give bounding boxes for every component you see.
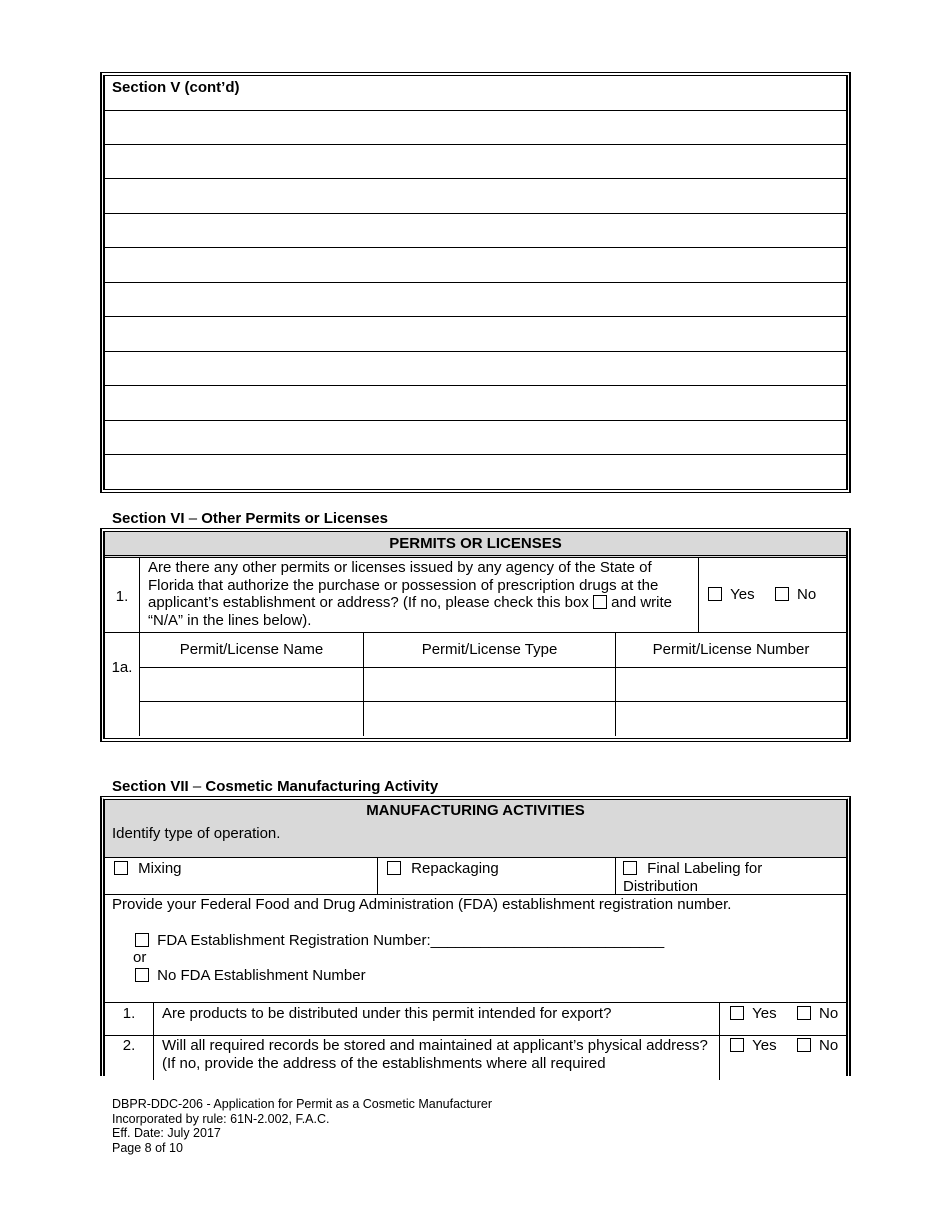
records-no-checkbox[interactable]: [797, 1038, 811, 1052]
export-q-answers: [730, 1005, 838, 1022]
repackaging-checkbox[interactable]: [387, 861, 401, 875]
permits-q1-no-checkbox[interactable]: [775, 587, 789, 601]
col-permit-name: Permit/License Name: [179, 641, 324, 658]
permit-name-input[interactable]: [140, 668, 363, 701]
op-mixing[interactable]: [114, 860, 182, 877]
section-v-line[interactable]: [105, 317, 846, 352]
identify-label: Identify type of operation.: [112, 825, 281, 842]
fda-section: [105, 895, 846, 1003]
section-v-line[interactable]: [105, 111, 846, 145]
records-question-row: [105, 1036, 846, 1080]
export-yes-checkbox[interactable]: [730, 1006, 744, 1020]
permits-list: [105, 633, 846, 736]
records-yes-label: Yes: [752, 1037, 777, 1054]
permit-type-input[interactable]: [364, 668, 615, 701]
operations-row: [105, 858, 846, 895]
section-vii-heading-text: Cosmetic Manufacturing Activity: [205, 778, 439, 795]
footer-page-number: Page 8 of 10: [112, 1140, 183, 1155]
permits-q1-row: [105, 558, 846, 633]
op-repackaging[interactable]: [387, 860, 499, 877]
identify-row: [105, 822, 846, 858]
fda-reg-option[interactable]: [135, 932, 664, 949]
permit-type-input[interactable]: [364, 702, 615, 736]
records-q-number: 2.: [122, 1037, 136, 1054]
permits-q1-yes-checkbox[interactable]: [708, 587, 722, 601]
no-fda-checkbox[interactable]: [135, 968, 149, 982]
manufacturing-table: [100, 796, 851, 1076]
fda-prompt: Provide your Federal Food and Drug Administration (FDA) establishment registration number.: [112, 896, 732, 913]
section-vi-heading-label: Section VI: [112, 510, 185, 527]
section-vi-heading: [112, 510, 388, 527]
footer: [112, 1097, 492, 1155]
section-vii-heading-label: Section VII: [112, 778, 189, 795]
final-labeling-checkbox[interactable]: [623, 861, 637, 875]
section-v-title: Section V (cont’d): [112, 79, 240, 96]
section-v-line[interactable]: [105, 214, 846, 248]
section-v-line[interactable]: [105, 421, 846, 455]
permits-table: [100, 528, 851, 742]
permits-q1-question: [148, 559, 683, 629]
records-yes-checkbox[interactable]: [730, 1038, 744, 1052]
section-vii-heading-dash: –: [188, 778, 206, 795]
col-permit-number: Permit/License Number: [652, 641, 810, 658]
fda-reg-label: FDA Establishment Registration Number:____________________________: [157, 932, 665, 949]
section-v-line[interactable]: [105, 145, 846, 179]
na-checkbox[interactable]: [593, 595, 607, 609]
export-no-label: No: [819, 1005, 839, 1022]
permits-table-title: PERMITS OR LICENSES: [105, 532, 846, 558]
section-v-title-row: [105, 76, 846, 111]
export-question-row: [105, 1003, 846, 1036]
records-no-label: No: [819, 1037, 839, 1054]
section-v-line[interactable]: [105, 179, 846, 214]
col-permit-type: Permit/License Type: [421, 641, 558, 658]
footer-form-title: DBPR-DDC-206 - Application for Permit as a Cosmetic Manufacturer: [112, 1097, 492, 1111]
permits-q1-number: 1.: [115, 588, 129, 605]
section-v-line[interactable]: [105, 386, 846, 421]
permit-number-input[interactable]: [616, 668, 846, 701]
repackaging-label: Repackaging: [411, 860, 499, 877]
permit-number-input[interactable]: [616, 702, 846, 736]
permits-q1-text: Are there any other permits or licenses issued by any agency of the State of Florida that authorize the purchase or possession of prescription drugs at the applicant’s establishment or address? (If no, please check this box: [148, 559, 659, 611]
footer-rule: Incorporated by rule: 61N-2.002, F.A.C.: [112, 1111, 330, 1126]
permits-1a-number: 1a.: [111, 659, 133, 676]
footer-eff-date: Eff. Date: July 2017: [112, 1126, 221, 1140]
export-yes-label: Yes: [752, 1005, 777, 1022]
section-vi-heading-text: Other Permits or Licenses: [201, 510, 388, 527]
or-label: or: [133, 949, 147, 966]
section-v-line[interactable]: [105, 352, 846, 386]
no-fda-label: No FDA Establishment Number: [157, 967, 366, 984]
section-v-line[interactable]: [105, 455, 846, 489]
section-vi-heading-dash: –: [184, 510, 202, 527]
export-q-text: Are products to be distributed under this permit intended for export?: [162, 1005, 612, 1022]
section-v-line[interactable]: [105, 248, 846, 283]
permit-name-input[interactable]: [140, 702, 363, 736]
op-final-labeling[interactable]: [623, 860, 838, 896]
section-v-box: [100, 72, 851, 493]
export-q-number: 1.: [122, 1005, 136, 1022]
permits-q1-text-end: and write “N/A” in the lines below).: [148, 594, 673, 629]
records-q-answers: [730, 1037, 838, 1054]
permits-q1-answers: [708, 586, 816, 603]
records-q-text: Will all required records be stored and maintained at applicant’s physical address? (If no, provide the address of the establishments where all required: [162, 1037, 708, 1072]
final-labeling-label: Final Labeling for Distribution: [623, 860, 763, 895]
no-fda-option[interactable]: [135, 967, 366, 984]
mixing-checkbox[interactable]: [114, 861, 128, 875]
section-v-line[interactable]: [105, 283, 846, 317]
permits-q1-yes-label: Yes: [730, 586, 755, 603]
manufacturing-table-title: MANUFACTURING ACTIVITIES: [105, 800, 846, 822]
export-no-checkbox[interactable]: [797, 1006, 811, 1020]
mixing-label: Mixing: [138, 860, 182, 877]
permits-q1-no-label: No: [797, 586, 817, 603]
section-vii-heading: [112, 778, 438, 795]
fda-reg-checkbox[interactable]: [135, 933, 149, 947]
